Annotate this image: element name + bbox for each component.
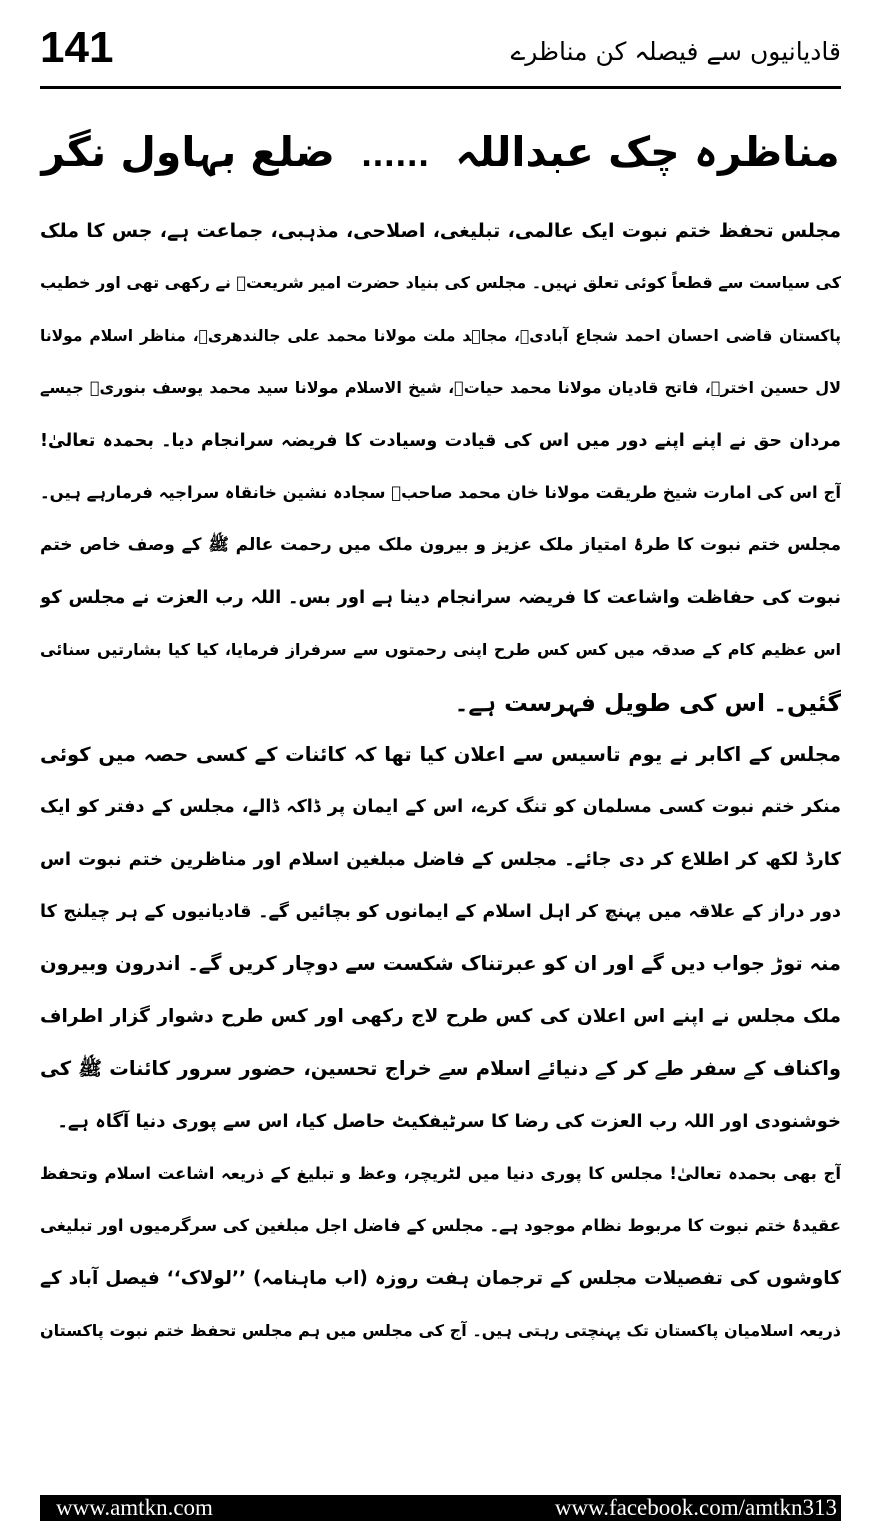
chapter-title-place: مناظرہ چک عبداللہ xyxy=(455,128,840,176)
body-line: گئیں۔ اس کی طویل فہرست ہے۔ xyxy=(454,688,841,717)
header-rule xyxy=(40,86,841,89)
body-line: ملک مجلس نے اپنے اس اعلان کی کس طرح لاج رکھی اور کس طرح دشوار گزار اطراف xyxy=(40,1005,841,1027)
body-line: کی سیاست سے قطعاً کوئی تعلق نہیں۔ مجلس کی بنیاد حضرت امیر شریعتؒ نے رکھی تھی اور خطیب xyxy=(40,273,841,293)
body-line: آج اس کی امارت شیخ طریقت مولانا خان محمد صاحبؒ سجادہ نشین خانقاہ سراجیہ فرمارہے ہیں۔ xyxy=(40,482,841,502)
body-line: اس عظیم کام کے صدقہ میں کس کس طرح اپنی رحمتوں سے سرفراز فرمایا، کیا کیا بشارتیں سنائی xyxy=(40,640,841,660)
footer-website-link[interactable]: www.amtkn.com xyxy=(56,1495,213,1520)
body-line: ذریعہ اسلامیان پاکستان تک پہنچتی رہتی ہیں۔ آج کی مجلس میں ہم مجلس تحفظ ختم نبوت پاکستان xyxy=(40,1321,841,1341)
body-line: مردان حق نے اپنے اپنے دور میں اس کی قیادت وسیادت کا فریضہ سرانجام دیا۔ بحمدہ تعالیٰ! xyxy=(40,430,841,451)
body-line: منکر ختم نبوت کسی مسلمان کو تنگ کرے، اس کے ایمان پر ڈاکہ ڈالے، مجلس کے دفتر کو ایک xyxy=(40,797,841,818)
body-line: منہ توڑ جواب دیں گے اور ان کو عبرتناک شکست سے دوچار کریں گے۔ اندرون وبیرون xyxy=(40,952,841,976)
chapter-title-district: ضلع بہاول نگر xyxy=(41,128,335,176)
body-line: آج بھی بحمدہ تعالیٰ! مجلس کا پوری دنیا میں لٹریچر، وعظ و تبلیغ کے ذریعہ اشاعت اسلام وتحفظ xyxy=(40,1164,841,1184)
body-text xyxy=(40,205,841,1465)
body-line: کارڈ لکھ کر اطلاع کر دی جائے۔ مجلس کے فاضل مبلغین اسلام اور مناظرین ختم نبوت اس xyxy=(40,848,841,870)
chapter-title-separator: ...... xyxy=(360,139,430,174)
body-line: مجلس ختم نبوت کا طرۂ امتیاز ملک عزیز و بیرون ملک میں رحمت عالم ﷺ کے وصف خاص ختم xyxy=(40,535,841,556)
body-line: پاکستان قاضی احسان احمد شجاع آبادیؒ، مجاہد ملت مولانا محمد علی جالندھریؒ، مناظر اسلام مولانا xyxy=(40,326,841,345)
running-header: قادیانیوں سے فیصلہ کن مناظرے xyxy=(510,37,841,66)
body-line: دور دراز کے علاقہ میں پہنچ کر اہل اسلام کے ایمانوں کو بچائیں گے۔ قادیانیوں کے ہر چیلنج کا xyxy=(40,902,841,923)
body-line: لال حسین اخترؒ، فاتح قادیان مولانا محمد حیاتؒ، شیخ الاسلام مولانا سید محمد یوسف بنوریؒ جیسے xyxy=(40,378,841,398)
body-line: عقیدۂ ختم نبوت کا مربوط نظام موجود ہے۔ مجلس کے فاضل اجل مبلغین کی سرگرمیوں اور تبلیغی xyxy=(40,1216,841,1236)
body-line: مجلس کے اکابر نے یوم تاسیس سے اعلان کیا تھا کہ کائنات کے کسی حصہ میں کوئی xyxy=(40,742,841,766)
page-number: 141 xyxy=(40,23,114,72)
body-line: مجلس تحفظ ختم نبوت ایک عالمی، تبلیغی، اصلاحی، مذہبی، جماعت ہے، جس کا ملک xyxy=(40,220,841,242)
body-line: کاوشوں کی تفصیلات مجلس کے ترجمان ہفت روزہ (اب ماہنامہ) ’’لولاک‘‘ فیصل آباد کے xyxy=(40,1267,841,1289)
footer-bar xyxy=(40,1495,841,1521)
footer-facebook-link[interactable]: www.facebook.com/amtkn313 xyxy=(554,1495,837,1520)
body-line: نبوت کی حفاظت واشاعت کا فریضہ سرانجام دینا ہے اور بس۔ اللہ رب العزت نے مجلس کو xyxy=(40,586,841,608)
body-line: خوشنودی اور اللہ رب العزت کی رضا کا سرٹیفکیٹ حاصل کیا، اس سے پوری دنیا آگاہ ہے۔ xyxy=(57,1110,841,1132)
body-line: واکناف کے سفر طے کر کے دنیائے اسلام سے خراج تحسین، حضور سرور کائنات ﷺ کی xyxy=(40,1057,841,1081)
chapter-title xyxy=(40,112,841,192)
